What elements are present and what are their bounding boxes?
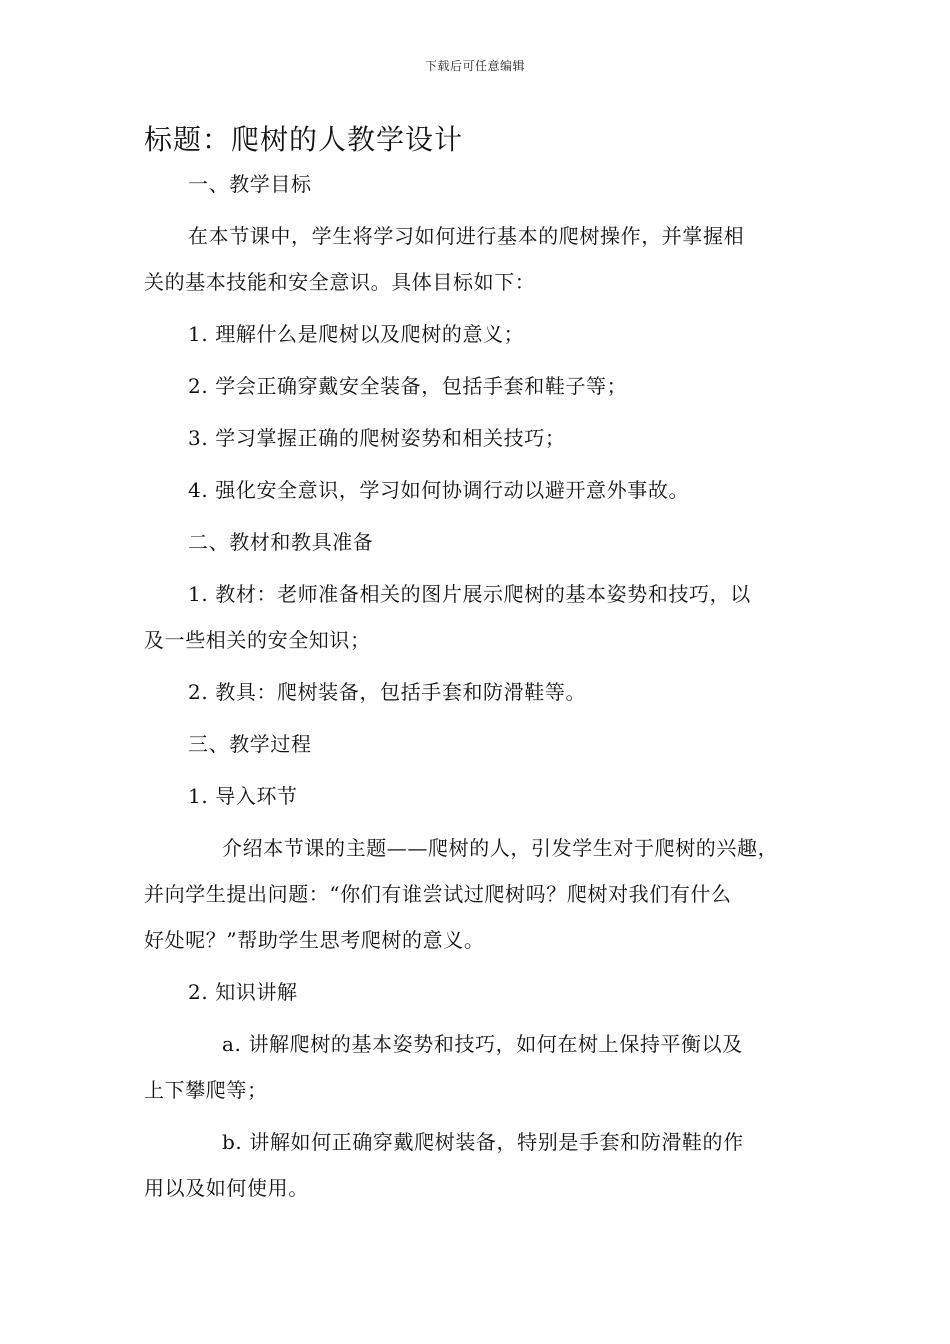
paragraph-line: a. 讲解爬树的基本姿势和技巧，如何在树上保持平衡以及	[222, 1032, 743, 1056]
list-item: 4. 强化安全意识，学习如何协调行动以避开意外事故。	[188, 478, 690, 502]
section-heading-objectives: 一、教学目标	[188, 172, 312, 196]
section-heading-process: 三、教学过程	[188, 732, 312, 756]
paragraph-line: 好处呢？”帮助学生思考爬树的意义。	[144, 928, 485, 952]
list-item: 2. 学会正确穿戴安全装备，包括手套和鞋子等；	[188, 374, 628, 398]
paragraph-line: 用以及如何使用。	[144, 1176, 309, 1200]
paragraph-line: b. 讲解如何正确穿戴爬树装备，特别是手套和防滑鞋的作	[222, 1130, 744, 1154]
list-item: 2. 教具：爬树装备，包括手套和防滑鞋等。	[188, 680, 587, 704]
paragraph-line: 关的基本技能和安全意识。具体目标如下：	[144, 270, 536, 294]
paragraph-line: 上下攀爬等；	[144, 1078, 268, 1102]
section-heading-materials: 二、教材和教具准备	[188, 530, 374, 554]
paragraph-line: 并向学生提出问题：“你们有谁尝试过爬树吗？爬树对我们有什么	[144, 882, 732, 906]
subsection-heading: 2. 知识讲解	[188, 980, 298, 1004]
list-item: 1. 教材：老师准备相关的图片展示爬树的基本姿势和技巧，以	[188, 582, 751, 606]
header-note: 下载后可任意编辑	[424, 59, 525, 73]
list-item: 3. 学习掌握正确的爬树姿势和相关技巧；	[188, 426, 566, 450]
paragraph-line: 介绍本节课的主题——爬树的人，引发学生对于爬树的兴趣，	[222, 836, 779, 860]
paragraph-line: 在本节课中，学生将学习如何进行基本的爬树操作，并掌握相	[188, 224, 745, 248]
list-item: 1. 理解什么是爬树以及爬树的意义；	[188, 322, 525, 346]
document-title: 标题：爬树的人教学设计	[144, 123, 464, 156]
list-item-continuation: 及一些相关的安全知识；	[144, 628, 371, 652]
subsection-heading: 1. 导入环节	[188, 784, 298, 808]
